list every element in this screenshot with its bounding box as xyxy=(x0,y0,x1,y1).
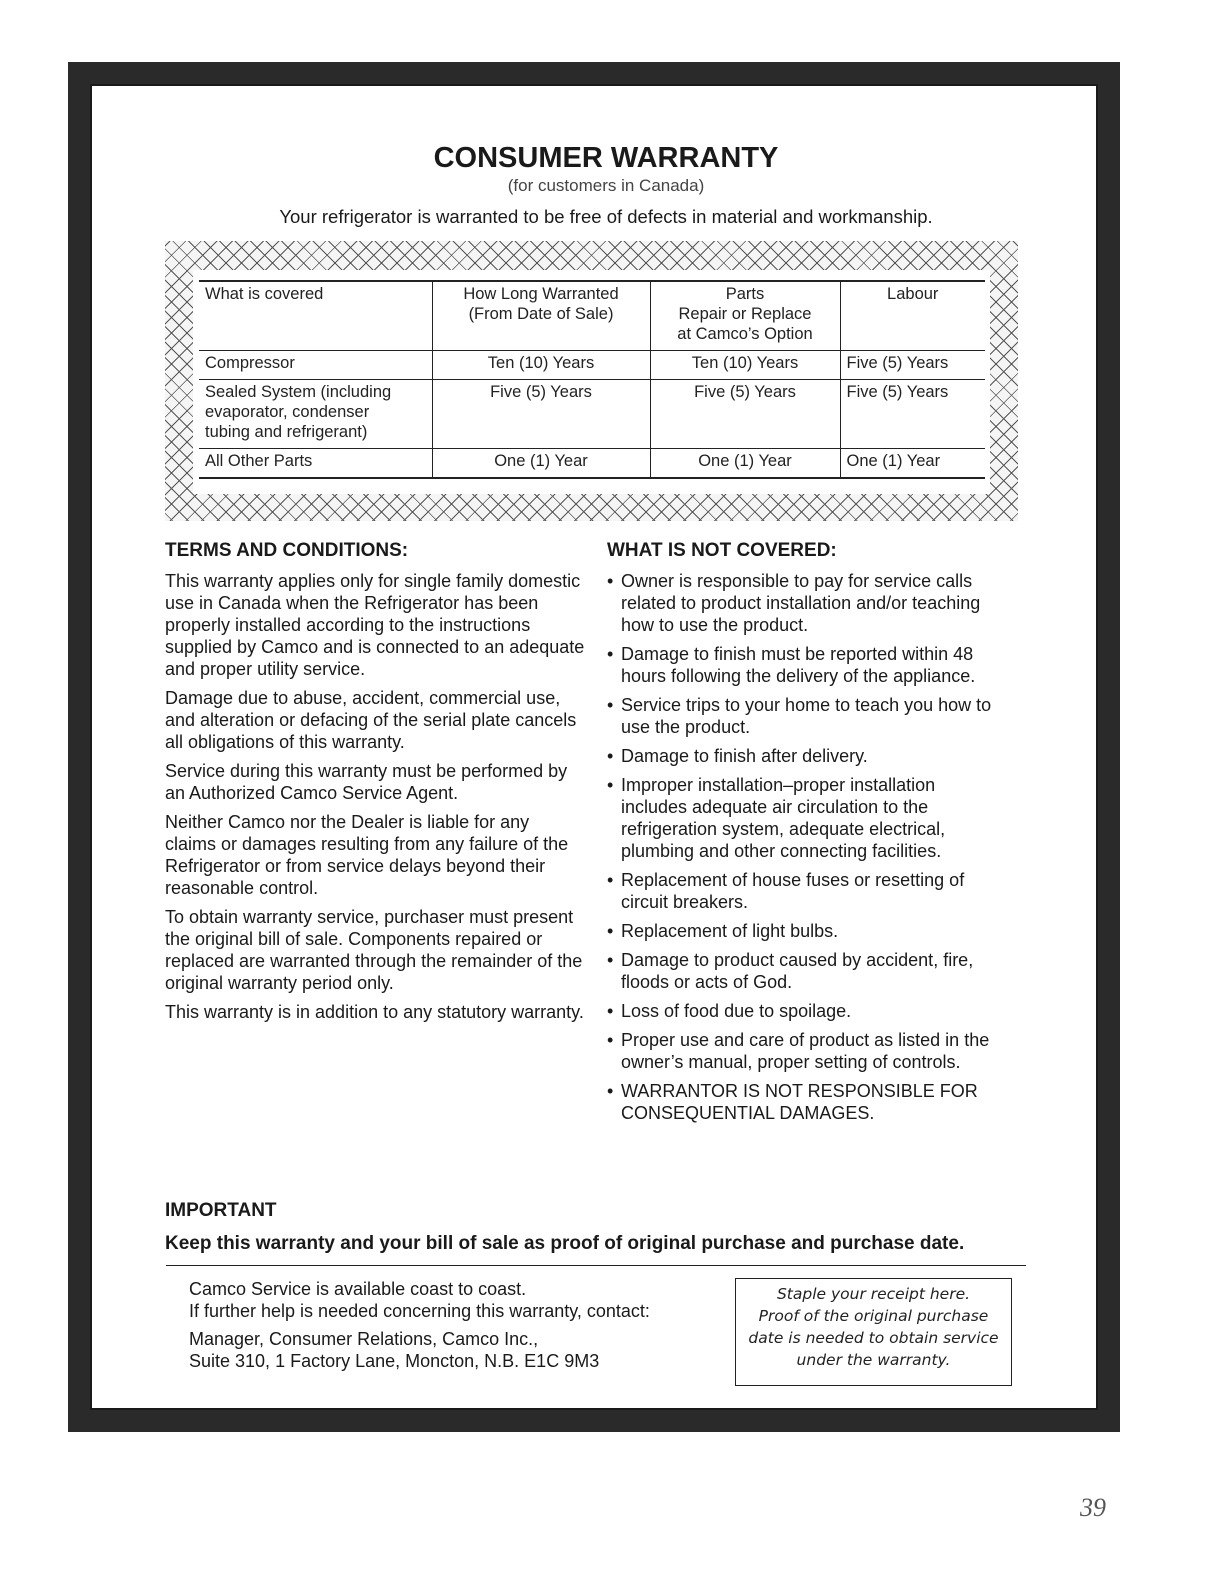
page-number: 39 xyxy=(1080,1493,1106,1522)
list-item: • Damage to finish after delivery. xyxy=(607,745,1002,767)
contact-info xyxy=(189,1278,729,1378)
list-item: • Replacement of house fuses or resetting of circuit breakers. xyxy=(607,869,1002,913)
header-what-covered: What is covered xyxy=(199,281,432,351)
staple-line: Staple your receipt here. xyxy=(776,1285,971,1303)
page-subtitle: (for customers in Canada) xyxy=(507,176,705,195)
terms-paragraph: This warranty applies only for single family domestic use in Canada when the Refrigerator has been properly installed according to the instructions supplied by Camco and is connected to an adequate and proper utility service. xyxy=(165,571,585,679)
not-covered-heading: WHAT IS NOT COVERED: xyxy=(607,540,837,561)
row-parts: Ten (10) Years xyxy=(650,351,840,380)
contact-line: If further help is needed concerning this warranty, contact: xyxy=(189,1301,650,1321)
table-row xyxy=(199,380,985,449)
list-item: • Proper use and care of product as listed in the owner’s manual, proper setting of controls. xyxy=(607,1029,1002,1073)
terms-paragraph: To obtain warranty service, purchaser must present the original bill of sale. Components repaired or replaced are warranted through the remainder of the original warranty period only. xyxy=(165,907,583,993)
row-labour: One (1) Year xyxy=(840,449,985,479)
row-how-long: One (1) Year xyxy=(432,449,650,479)
important-heading: IMPORTANT xyxy=(165,1200,277,1221)
terms-paragraph: This warranty is in addition to any statutory warranty. xyxy=(165,1002,584,1022)
row-item: Compressor xyxy=(199,351,432,380)
table-row xyxy=(199,449,985,479)
coverage-table xyxy=(199,280,985,479)
staple-receipt-box xyxy=(735,1278,1012,1386)
terms-heading: TERMS AND CONDITIONS: xyxy=(165,540,409,561)
not-covered-list xyxy=(607,570,1002,1124)
list-item: • Owner is responsible to pay for service calls related to product installation and/or teaching how to use the product. xyxy=(607,570,1002,636)
contact-line: Manager, Consumer Relations, Camco Inc., xyxy=(189,1329,539,1349)
list-item: • Service trips to your home to teach you how to use the product. xyxy=(607,694,1002,738)
table-row xyxy=(199,351,985,380)
list-item: • Improper installation–proper installation includes adequate air circulation to the refrigeration system, adequate electrical, plumbing and other connecting facilities. xyxy=(607,774,1002,862)
contact-line: Suite 310, 1 Factory Lane, Moncton, N.B. E1C 9M3 xyxy=(189,1351,600,1371)
row-item: Sealed System (including evaporator, condenser tubing and refrigerant) xyxy=(199,380,432,449)
intro-text: Your refrigerator is warranted to be free of defects in material and workmanship. xyxy=(279,206,933,227)
list-item: • WARRANTOR IS NOT RESPONSIBLE FOR CONSEQUENTIAL DAMAGES. xyxy=(607,1080,1002,1124)
list-item: • Damage to finish must be reported within 48 hours following the delivery of the appliance. xyxy=(607,643,1002,687)
staple-line: under the warranty. xyxy=(796,1351,951,1369)
divider xyxy=(166,1265,1026,1266)
row-parts: Five (5) Years xyxy=(650,380,840,449)
header-how-long: How Long Warranted (From Date of Sale) xyxy=(432,281,650,351)
contact-line: Camco Service is available coast to coast. xyxy=(189,1279,527,1299)
row-labour: Five (5) Years xyxy=(840,380,985,449)
terms-paragraph: Neither Camco nor the Dealer is liable for any claims or damages resulting from any failure of the Refrigerator or from service delays beyond their reasonable control. xyxy=(165,812,569,898)
staple-line: date is needed to obtain service xyxy=(748,1329,999,1347)
list-item: • Damage to product caused by accident, fire, floods or acts of God. xyxy=(607,949,1002,993)
important-text: Keep this warranty and your bill of sale as proof of original purchase and purchase date. xyxy=(165,1233,965,1254)
row-item: All Other Parts xyxy=(199,449,432,479)
terms-paragraph: Damage due to abuse, accident, commercial use, and alteration or defacing of the serial plate cancels all obligations of this warranty. xyxy=(165,688,577,752)
header-labour: Labour xyxy=(840,281,985,351)
terms-paragraph: Service during this warranty must be performed by an Authorized Camco Service Agent. xyxy=(165,761,568,803)
list-item: • Replacement of light bulbs. xyxy=(607,920,1002,942)
row-how-long: Ten (10) Years xyxy=(432,351,650,380)
page-title: CONSUMER WARRANTY xyxy=(433,142,779,174)
staple-line: Proof of the original purchase xyxy=(758,1307,989,1325)
row-labour: Five (5) Years xyxy=(840,351,985,380)
list-item: • Loss of food due to spoilage. xyxy=(607,1000,1002,1022)
row-parts: One (1) Year xyxy=(650,449,840,479)
not-covered-section xyxy=(607,540,1002,1131)
header-parts: Parts Repair or Replace at Camco’s Option xyxy=(650,281,840,351)
table-header-row xyxy=(199,281,985,351)
row-how-long: Five (5) Years xyxy=(432,380,650,449)
terms-section xyxy=(165,540,585,1030)
